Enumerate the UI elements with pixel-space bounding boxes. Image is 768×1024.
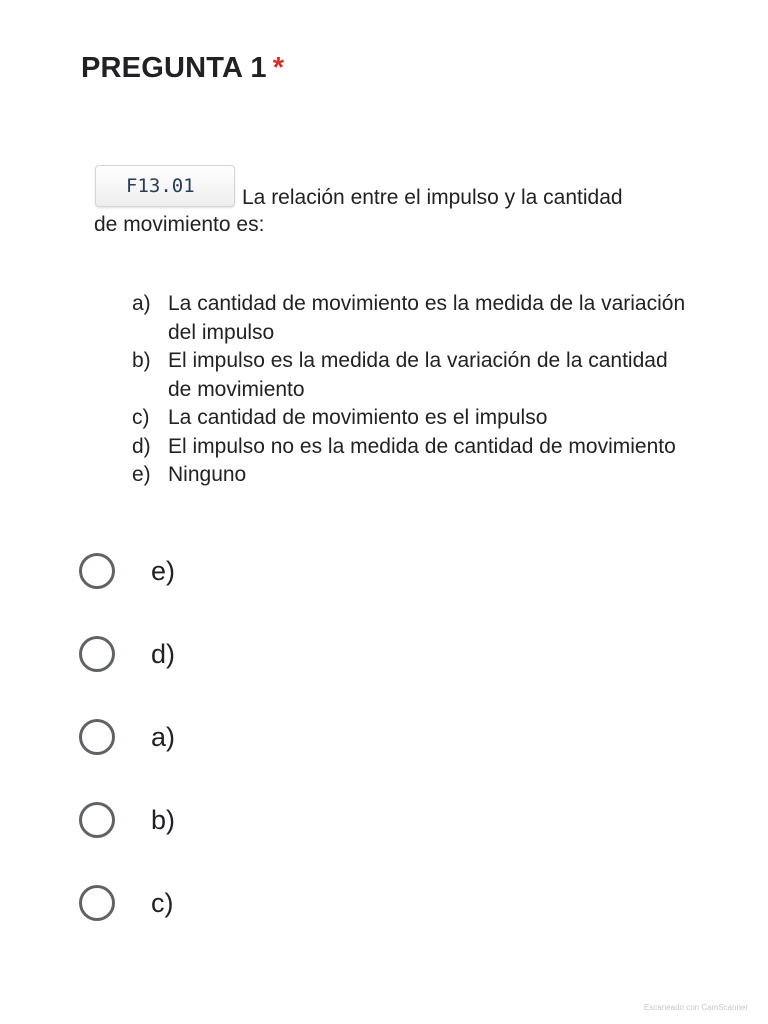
statement-text: El impulso no es la medida de cantidad de movimiento (168, 434, 676, 458)
statement-letter: c) (132, 406, 150, 429)
statement-text: Ninguno (168, 463, 247, 486)
question-title (81, 52, 284, 85)
radio-option-d[interactable] (79, 633, 175, 675)
statement-d (132, 433, 692, 462)
statement-e (132, 461, 692, 490)
required-asterisk: * (272, 52, 285, 84)
radio-option-a[interactable] (79, 716, 175, 758)
radio-unchecked-icon[interactable] (79, 636, 115, 672)
question-prompt-line-1: La relación entre el impulso y la cantidad (242, 186, 623, 209)
scanner-watermark: Escaneado con CamScanner (643, 1003, 748, 1012)
radio-option-label[interactable]: e) (151, 555, 176, 586)
statement-letter: d) (132, 434, 151, 458)
radio-option-b[interactable] (79, 799, 175, 841)
radio-unchecked-icon[interactable] (79, 802, 115, 838)
question-prompt-line-2: de movimiento es: (94, 213, 265, 236)
radio-unchecked-icon[interactable] (79, 719, 115, 755)
statement-text: La cantidad de movimiento es la medida de la variación del impulso (168, 292, 686, 344)
statement-a (132, 290, 692, 347)
radio-option-label[interactable]: d) (151, 638, 176, 669)
radio-option-c[interactable] (79, 882, 175, 924)
radio-unchecked-icon[interactable] (79, 885, 115, 921)
question-title-text: PREGUNTA 1 (81, 52, 267, 84)
radio-option-e[interactable] (79, 550, 175, 592)
statement-c (132, 404, 692, 433)
radio-options-group (79, 550, 175, 965)
radio-unchecked-icon[interactable] (79, 553, 115, 589)
radio-option-label[interactable]: b) (151, 804, 176, 835)
answer-statements-list (132, 290, 692, 490)
radio-option-label[interactable]: c) (151, 887, 174, 918)
statement-letter: b) (132, 349, 151, 372)
statement-b (132, 347, 692, 404)
statement-letter: a) (132, 292, 151, 315)
statement-text: La cantidad de movimiento es el impulso (168, 406, 548, 429)
statement-letter: e) (132, 463, 151, 486)
radio-option-label[interactable]: a) (151, 721, 176, 752)
statement-text: El impulso es la medida de la variación de la cantidad de movimiento (168, 349, 668, 401)
question-code-badge: F13.01 (95, 165, 235, 207)
